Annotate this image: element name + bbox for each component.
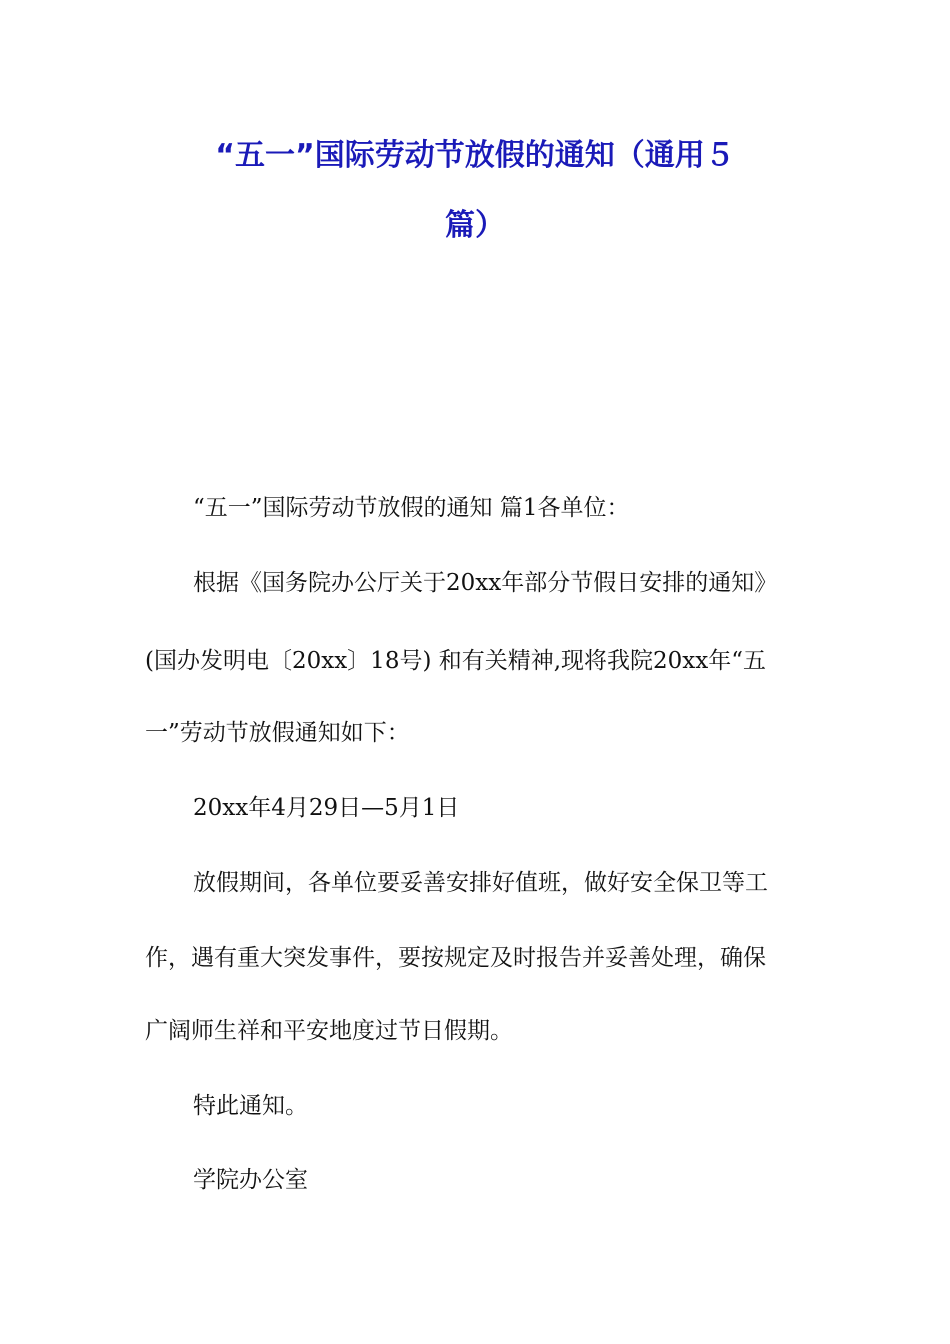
signature-line: 学院办公室 [193, 1167, 308, 1193]
paragraph-line: 根据《国务院办公厅关于20xx年部分节假日安排的通知》 [193, 570, 778, 596]
holiday-dates-line: 20xx年4月29日—5月1日 [193, 795, 460, 821]
paragraph-line: 作，遇有重大突发事件，要按规定及时报告并妥善处理，确保 [145, 945, 766, 971]
paragraph-line: 放假期间，各单位要妥善安排好值班，做好安全保卫等工 [193, 870, 768, 896]
document-title-line-1: “五一”国际劳动节放假的通知（通用５ [215, 138, 735, 173]
paragraph-line: (国办发明电〔20xx〕18号) 和有关精神,现将我院20xx年“五 [145, 648, 767, 674]
closing-line: 特此通知。 [193, 1093, 308, 1119]
notice-heading-line: “五一”国际劳动节放假的通知 篇1各单位： [193, 495, 630, 521]
paragraph-line: 一”劳动节放假通知如下： [145, 720, 410, 746]
paragraph-line: 广阔师生祥和平安地度过节日假期。 [145, 1018, 513, 1044]
document-title-line-2: 篇） [445, 208, 505, 243]
